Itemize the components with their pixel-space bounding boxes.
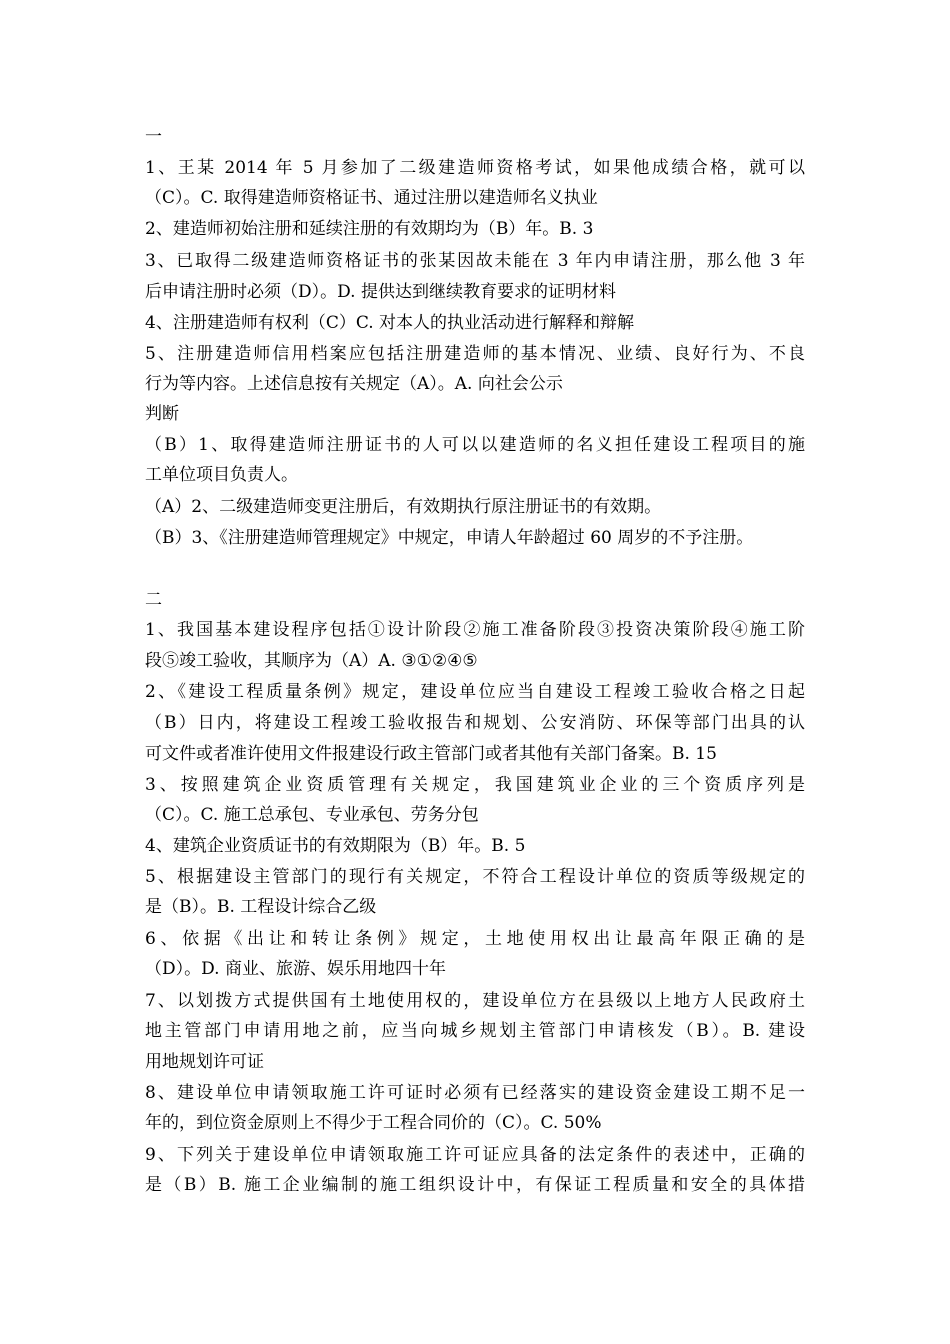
section-heading-2: 二 — [145, 590, 162, 610]
s2-question-5-line-1: 5、根据建设主管部门的现行有关规定，不符合工程设计单位的资质等级规定的 — [145, 867, 805, 887]
s2-question-7-line-1: 7、以划拨方式提供国有土地使用权的，建设单位方在县级以上地方人民政府土 — [145, 991, 805, 1011]
question-2: 2、建造师初始注册和延续注册的有效期均为（B）年。B. 3 — [145, 219, 594, 239]
s2-question-2-line-1: 2、《建设工程质量条例》规定，建设单位应当自建设工程竣工验收合格之日起 — [145, 682, 805, 702]
s2-question-2-line-2: （B）日内，将建设工程竣工验收报告和规划、公安消防、环保等部门出具的认 — [145, 713, 805, 733]
question-1-line-1: 1、王某 2014 年 5 月参加了二级建造师资格考试，如果他成绩合格，就可以 — [145, 158, 805, 178]
s2-question-3-line-1: 3、按照建筑企业资质管理有关规定，我国建筑业企业的三个资质序列是 — [145, 775, 805, 795]
s2-question-2-line-3: 可文件或者准许使用文件报建设行政主管部门或者其他有关部门备案。B. 15 — [145, 744, 717, 764]
s2-question-8-line-2: 年的，到位资金原则上不得少于工程合同价的（C）。C. 50% — [145, 1113, 602, 1133]
judgment-3: （B）3、《注册建造师管理规定》中规定，申请人年龄超过 60 周岁的不予注册。 — [145, 528, 754, 548]
s2-question-5-line-2: 是（B）。B. 工程设计综合乙级 — [145, 897, 377, 917]
s2-question-9-line-2: 是（B）B. 施工企业编制的施工组织设计中，有保证工程质量和安全的具体措 — [145, 1175, 805, 1195]
s2-question-4: 4、建筑企业资质证书的有效期限为（B）年。B. 5 — [145, 836, 526, 856]
question-5-line-2: 行为等内容。上述信息按有关规定（A）。A. 向社会公示 — [145, 374, 563, 394]
s2-question-6-line-1: 6、依据《出让和转让条例》规定，土地使用权出让最高年限正确的是 — [145, 929, 805, 949]
s2-question-7-line-3: 用地规划许可证 — [145, 1052, 264, 1072]
question-3-line-2: 后申请注册时必须（D）。D. 提供达到继续教育要求的证明材料 — [145, 282, 616, 302]
question-1-line-2: （C）。C. 取得建造师资格证书、通过注册以建造师名义执业 — [145, 188, 598, 208]
s2-question-1-line-2: 段⑤竣工验收，其顺序为（A）A. ③①②④⑤ — [145, 651, 478, 671]
judgment-1-line-1: （B）1、取得建造师注册证书的人可以以建造师的名义担任建设工程项目的施 — [145, 435, 805, 455]
question-5-line-1: 5、注册建造师信用档案应包括注册建造师的基本情况、业绩、良好行为、不良 — [145, 344, 805, 364]
judgment-heading: 判断 — [145, 404, 179, 424]
s2-question-7-line-2: 地主管部门申请用地之前，应当向城乡规划主管部门申请核发（B）。B. 建设 — [145, 1021, 805, 1041]
judgment-1-line-2: 工单位项目负责人。 — [145, 465, 298, 485]
judgment-2: （A）2、二级建造师变更注册后，有效期执行原注册证书的有效期。 — [145, 497, 662, 517]
s2-question-8-line-1: 8、建设单位申请领取施工许可证时必须有已经落实的建设资金建设工期不足一 — [145, 1083, 805, 1103]
question-3-line-1: 3、已取得二级建造师资格证书的张某因故未能在 3 年内申请注册，那么他 3 年 — [145, 251, 805, 271]
s2-question-1-line-1: 1、我国基本建设程序包括①设计阶段②施工准备阶段③投资决策阶段④施工阶 — [145, 620, 805, 640]
s2-question-9-line-1: 9、下列关于建设单位申请领取施工许可证应具备的法定条件的表述中，正确的 — [145, 1145, 805, 1165]
s2-question-6-line-2: （D）。D. 商业、旅游、娱乐用地四十年 — [145, 959, 446, 979]
s2-question-3-line-2: （C）。C. 施工总承包、专业承包、劳务分包 — [145, 805, 479, 825]
question-4: 4、注册建造师有权利（C）C. 对本人的执业活动进行解释和辩解 — [145, 313, 635, 333]
section-heading-1: 一 — [145, 127, 162, 147]
